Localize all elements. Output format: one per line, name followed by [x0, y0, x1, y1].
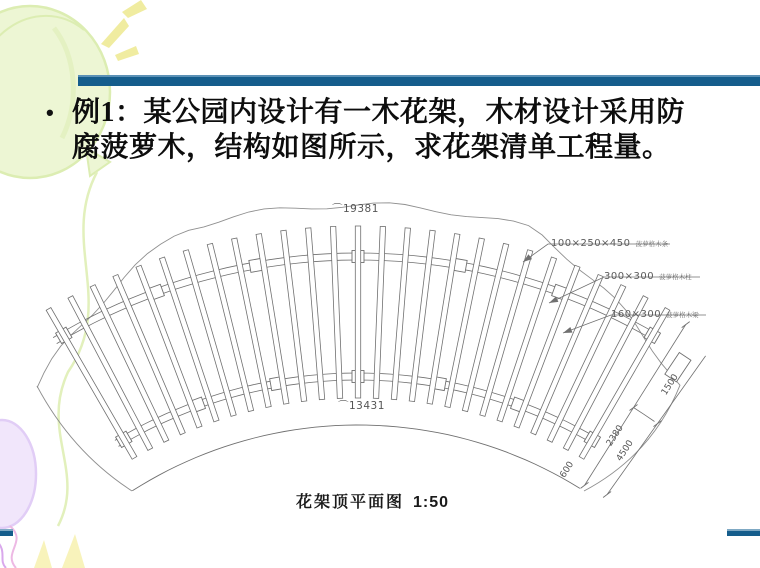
svg-text:2380: 2380 [604, 423, 626, 449]
example-bullet-item [46, 95, 712, 165]
drawing-caption [296, 489, 449, 512]
callout-slat-label [551, 231, 668, 250]
drawing-caption-scale: 1:50 [413, 494, 450, 511]
callout-slat-size: 100×250×450 [551, 238, 631, 249]
svg-text:600: 600 [558, 459, 577, 480]
svg-text:⌒19381: ⌒19381 [332, 203, 379, 215]
callout-column-label [604, 264, 692, 283]
svg-text:4500: 4500 [614, 438, 636, 464]
callout-beam-size: 160×300 [611, 309, 662, 320]
svg-text:1500: 1500 [659, 372, 681, 398]
callout-column-size: 300×300 [604, 271, 655, 282]
callout-leaders [521, 244, 706, 336]
callout-beam-note: 菠萝格木梁 [666, 311, 699, 319]
accent-bar-bottom-left [0, 529, 13, 536]
example-text: 例1：某公园内设计有一木花架，木材设计采用防腐菠萝木，结构如图所示，求花架清单工程量。 [72, 97, 686, 163]
accent-bar-bottom-right [727, 529, 760, 536]
callout-column-note: 菠萝格木柱 [659, 273, 692, 281]
svg-text:⌒13431: ⌒13431 [338, 400, 385, 412]
bullet-marker: • [46, 100, 54, 125]
callout-beam-label [611, 302, 699, 321]
accent-bar-top [78, 75, 760, 86]
callout-slat-note: 菠萝格木条 [635, 240, 669, 248]
drawing-caption-title: 花架顶平面图 [296, 494, 405, 511]
